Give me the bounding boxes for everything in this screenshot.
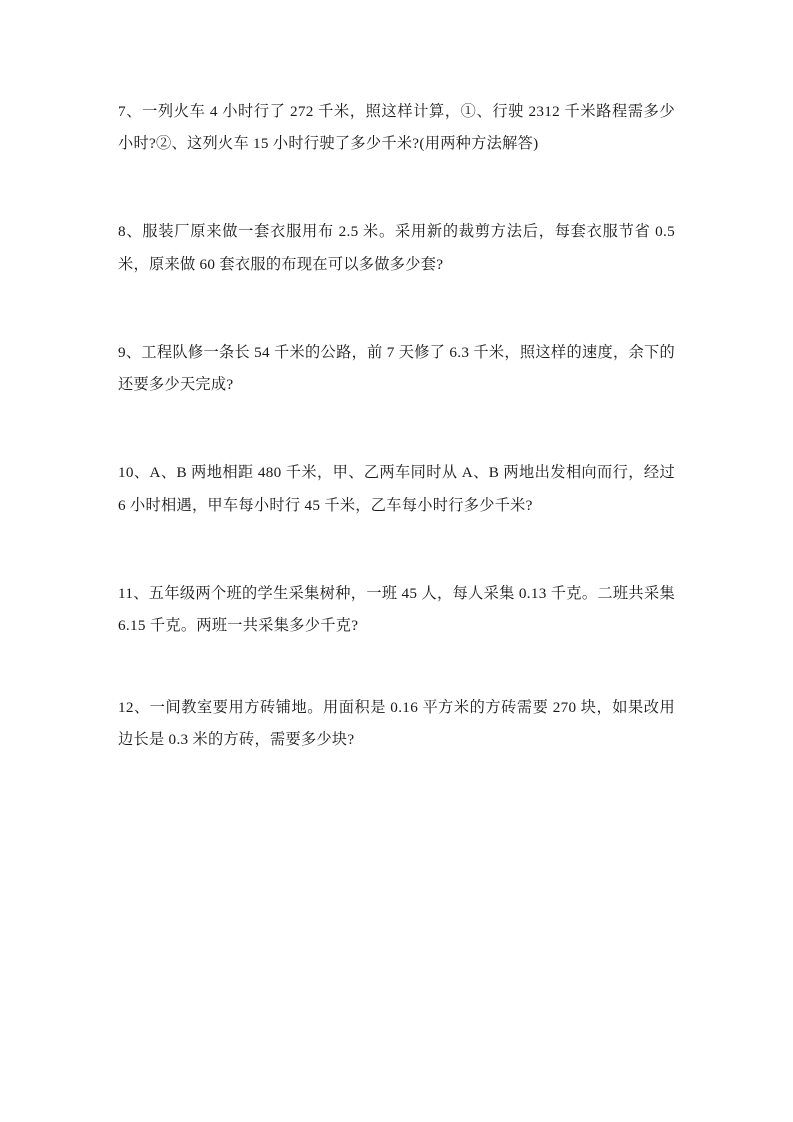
problem-item: 7、一列火车 4 小时行了 272 千米，照这样计算，①、行驶 2312 千米路程需多少小时?②、这列火车 15 小时行驶了多少千米?(用两种方法解答)	[118, 103, 675, 153]
problem-item: 8、服装厂原来做一套衣服用布 2.5 米。采用新的裁剪方法后，每套衣服节省 0.5 米，原来做 60 套衣服的布现在可以多做多少套?	[118, 223, 675, 273]
problem-item: 11、五年级两个班的学生采集树种，一班 45 人，每人采集 0.13 千克。二班共采集 6.15 千克。两班一共采集多少千克?	[118, 584, 675, 634]
problem-item: 12、一间教室要用方砖铺地。用面积是 0.16 平方米的方砖需要 270 块，如果改用边长是 0.3 米的方砖，需要多少块?	[118, 699, 675, 749]
problem-item: 10、A、B 两地相距 480 千米，甲、乙两车同时从 A、B 两地出发相向而行，经过 6 小时相遇，甲车每小时行 45 千米，乙车每小时行多少千米?	[118, 464, 675, 514]
problem-item: 9、工程队修一条长 54 千米的公路，前 7 天修了 6.3 千米，照这样的速度，余下的还要多少天完成?	[118, 343, 675, 394]
